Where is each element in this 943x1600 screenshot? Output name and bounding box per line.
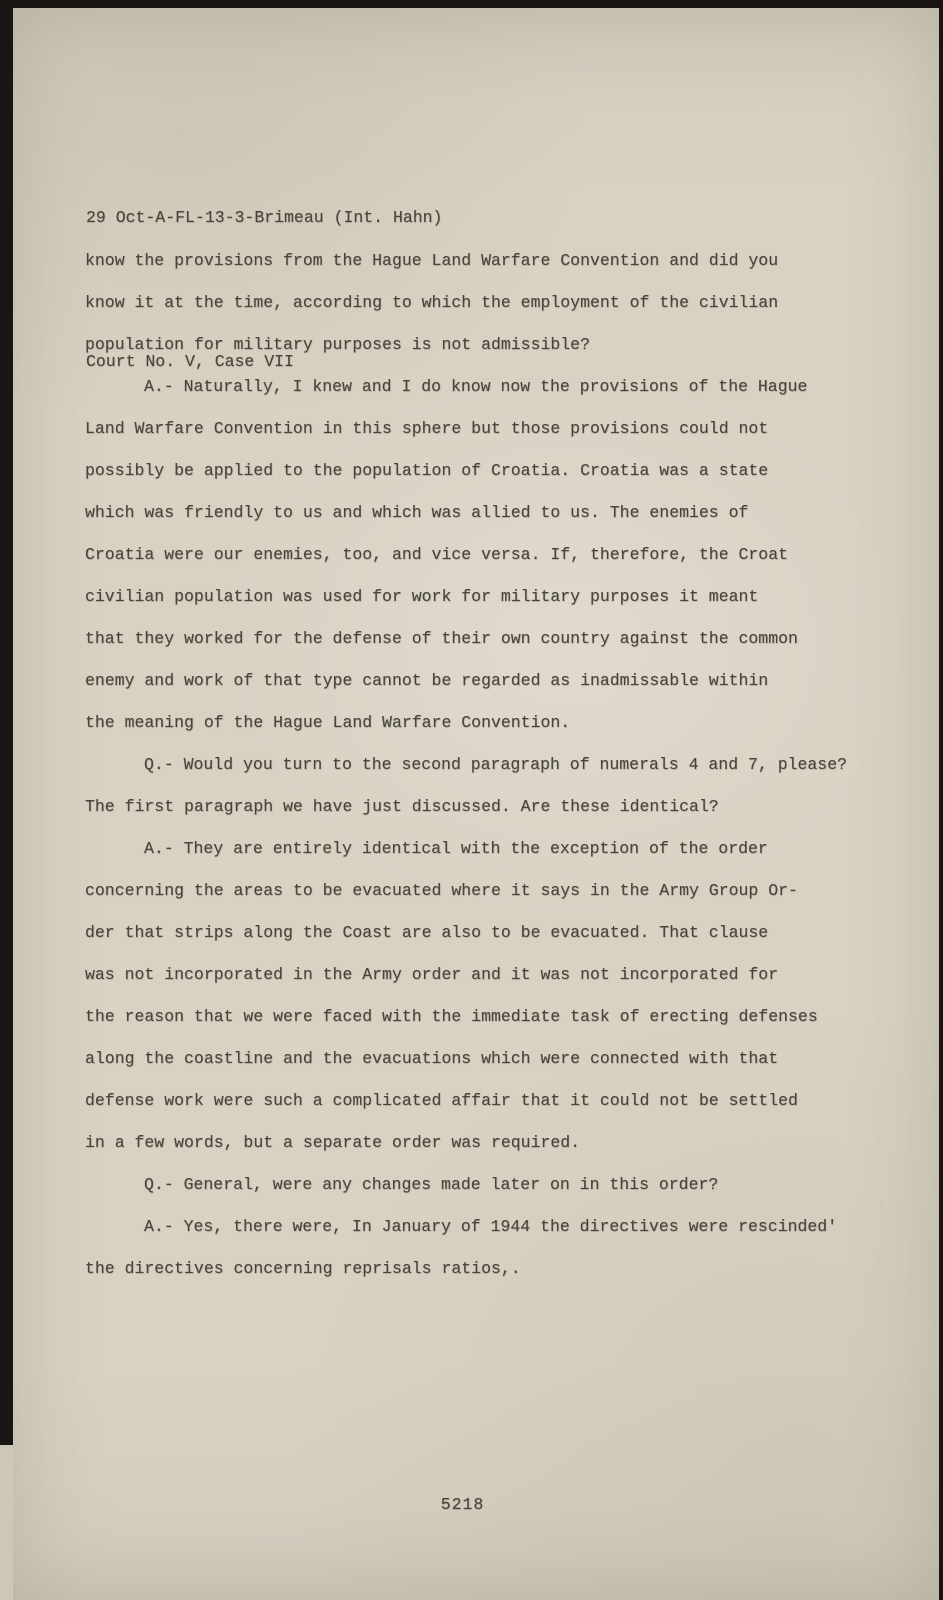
transcript-line: enemy and work of that type cannot be regarded as inadmissable within xyxy=(85,671,769,690)
transcript-line: along the coastline and the evacuations which were connected with that xyxy=(85,1049,779,1068)
transcript-line: know it at the time, according to which the employment of the civilian xyxy=(85,293,779,312)
transcript-line: The first paragraph we have just discussed. Are these identical? xyxy=(85,797,719,816)
transcript-line: know the provisions from the Hague Land Warfare Convention and did you xyxy=(85,251,779,270)
transcript-line: A.- Yes, there were, In January of 1944 the directives were rescinded' xyxy=(144,1217,838,1236)
transcript-line: in a few words, but a separate order was required. xyxy=(85,1133,581,1152)
transcript-line: possibly be applied to the population of Croatia. Croatia was a state xyxy=(85,461,769,480)
page-number: 5218 xyxy=(440,1495,485,1514)
transcript-body xyxy=(85,240,847,1290)
transcript-line: that they worked for the defense of their own country against the common xyxy=(85,629,798,648)
transcript-line: the directives concerning reprisals ratios,. xyxy=(85,1259,521,1278)
transcript-line: which was friendly to us and which was allied to us. The enemies of xyxy=(85,503,749,522)
transcript-line: concerning the areas to be evacuated where it says in the Army Group Or- xyxy=(85,881,798,900)
transcript-line: A.- Naturally, I knew and I do know now the provisions of the Hague xyxy=(144,377,808,396)
transcript-line: the meaning of the Hague Land Warfare Convention. xyxy=(85,713,571,732)
transcript-line: der that strips along the Coast are also to be evacuated. That clause xyxy=(85,923,769,942)
document-id-line: 29 Oct-A-FL-13-3-Brimeau (Int. Hahn) xyxy=(86,208,443,227)
transcript-line: population for military purposes is not admissible? xyxy=(85,335,590,354)
court-case-line: Court No. V, Case VII xyxy=(86,352,294,371)
transcript-line: Q.- General, were any changes made later on in this order? xyxy=(144,1175,719,1194)
transcript-line: A.- They are entirely identical with the exception of the order xyxy=(144,839,768,858)
transcript-line: Land Warfare Convention in this sphere but those provisions could not xyxy=(85,419,769,438)
transcript-line: Croatia were our enemies, too, and vice versa. If, therefore, the Croat xyxy=(85,545,789,564)
transcript-line: the reason that we were faced with the immediate task of erecting defenses xyxy=(85,1007,818,1026)
transcript-line: was not incorporated in the Army order and it was not incorporated for xyxy=(85,965,779,984)
transcript-line: defense work were such a complicated affair that it could not be settled xyxy=(85,1091,798,1110)
transcript-line: civilian population was used for work for military purposes it meant xyxy=(85,587,759,606)
transcript-line: Q.- Would you turn to the second paragraph of numerals 4 and 7, please? xyxy=(144,755,848,774)
